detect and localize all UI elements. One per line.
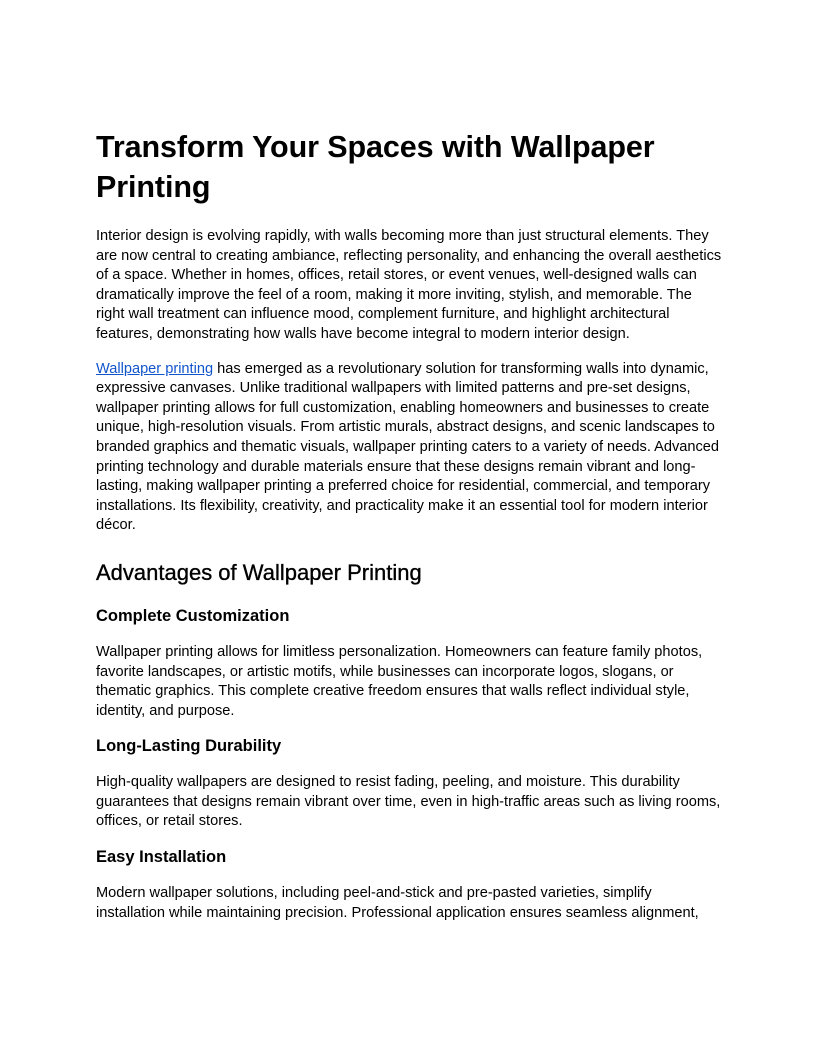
- advantage-text: Wallpaper printing allows for limitless personalization. Homeowners can feature family photos, favorite landscapes, or artistic motifs, while businesses can incorporate logos, slogans, or thematic graphics. This complete creative freedom ensures that walls reflect individual style, identity, and purpose.: [96, 643, 703, 719]
- document-page: [96, 127, 724, 937]
- advantage-section-customization: [96, 605, 724, 721]
- wallpaper-printing-link[interactable]: Wallpaper printing: [96, 360, 214, 377]
- advantage-text: Modern wallpaper solutions, including peel-and-stick and pre-pasted varieties, simplify installation while maintaining precision. Professional application ensures seamless alignment,: [96, 885, 699, 921]
- advantage-text: High-quality wallpapers are designed to resist fading, peeling, and moisture. This durability guarantees that designs remain vibrant over time, even in high-traffic areas such as living rooms, offices, or retail stores.: [96, 774, 721, 830]
- intro-paragraph: Interior design is evolving rapidly, with walls becoming more than just structural elements. They are now central to creating ambiance, reflecting personality, and enhancing the overall aesthetics of a space. Whether in homes, offices, retail stores, or event venues, well-designed walls can dramatically improve the feel of a room, making it more inviting, stylish, and memorable. The right wall treatment can influence mood, complement furniture, and highlight architectural features, demonstrating how walls have become integral to modern interior design.: [96, 228, 722, 342]
- page-title: Transform Your Spaces with Wallpaper Printing: [96, 130, 655, 204]
- wallpaper-printing-paragraph-text: has emerged as a revolutionary solution for transforming walls into dynamic, expressive canvases. Unlike traditional wallpapers with limited patterns and pre-set designs, wallpaper printing allows for full customization, enabling homeowners and businesses to create unique, high-resolution visuals. From artistic murals, abstract designs, and scenic landscapes to branded graphics and thematic visuals, wallpaper printing caters to a variety of needs. Advanced printing technology and durable materials ensure that these designs remain vibrant and long-lasting, making wallpaper printing a preferred choice for residential, commercial, and temporary installations. Its flexibility, creativity, and practicality make it an essential tool for modern interior décor.: [96, 360, 720, 534]
- advantage-heading: Easy Installation: [96, 848, 227, 867]
- advantage-section-durability: [96, 735, 724, 832]
- advantage-section-installation: [96, 846, 724, 923]
- advantages-heading: Advantages of Wallpaper Printing: [96, 559, 422, 585]
- advantage-heading: Long-Lasting Durability: [96, 737, 282, 756]
- advantage-heading: Complete Customization: [96, 606, 290, 625]
- wallpaper-printing-paragraph: [96, 360, 724, 536]
